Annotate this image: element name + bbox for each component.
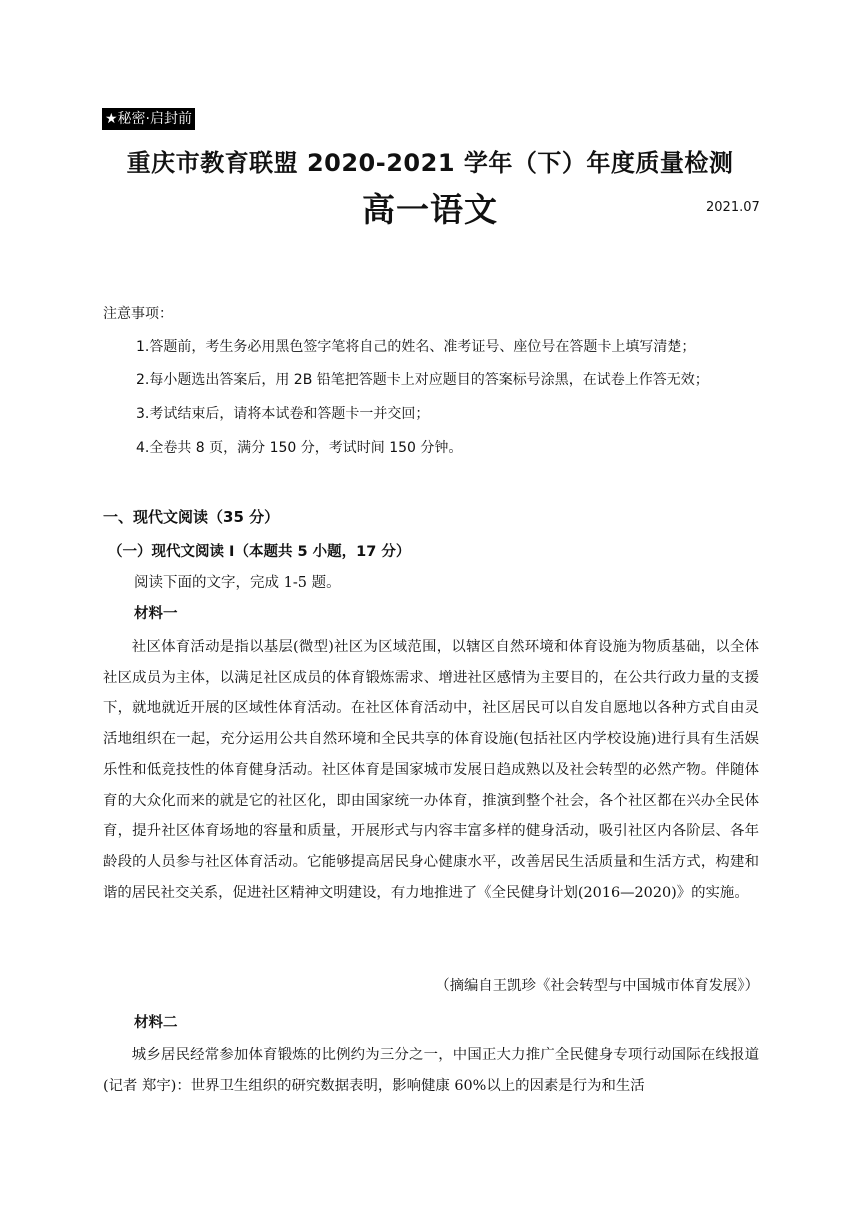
material-1-source: （摘编自王凯珍《社会转型与中国城市体育发展》） <box>435 978 759 994</box>
subject-title: 高一语文 <box>362 190 498 229</box>
notice-item-2: 2.每小题选出答案后，用 2B 铅笔把答题卡上对应题目的答案标号涂黑，在试卷上作答无效； <box>136 372 709 388</box>
subsection-heading: （一）现代文阅读 I（本题共 5 小题，17 分） <box>108 544 411 560</box>
material-2-text: 城乡居民经常参加体育锻炼的比例约为三分之一，中国正大力推广全民健身专项行动国际在线报道(记者 郑宇)：世界卫生组织的研究数据表明，影响健康 60%以上的因素是行为和生活 <box>103 1047 759 1094</box>
material-2-heading: 材料二 <box>134 1015 178 1031</box>
notice-item-3: 3.考试结束后，请将本试卷和答题卡一并交回； <box>136 406 430 422</box>
material-1-text: 社区体育活动是指以基层(微型)社区为区域范围，以辖区自然环境和体育设施为物质基础，以全体社区成员为主体，以满足社区成员的体育锻炼需求、增进社区感情为主要目的，在公共行政力量的支援下，就地就近开展的区域性体育活动。在社区体育活动中，社区居民可以自发自愿地以各种方式自由灵活地组织在一起，充分运用公共自然环境和全民共享的体育设施(包括社区内学校设施)进行具有生活娱乐性和低竞技性的体育健身活动。社区体育是国家城市发展日趋成熟以及社会转型的必然产物。伴随体育的大众化而来的就是它的社区化，即由国家统一办体育，推演到整个社会，各个社区都在兴办全民体育，提升社区体育场地的容量和质量，开展形式与内容丰富多样的健身活动，吸引社区内各阶层、各年龄段的人员参与社区体育活动。它能够提高居民身心健康水平，改善居民生活质量和生活方式，构建和谐的居民社交关系，促进社区精神文明建设，有力地推进了《全民健身计划(2016—2020)》的实施。 <box>103 639 759 901</box>
material-1-heading: 材料一 <box>134 606 178 622</box>
notice-item-4: 4.全卷共 8 页，满分 150 分，考试时间 150 分钟。 <box>136 440 463 456</box>
notice-heading: 注意事项： <box>103 306 173 322</box>
notice-item-1: 1.答题前，考生务必用黑色签字笔将自己的姓名、准考证号、座位号在答题卡上填写清楚； <box>136 339 696 355</box>
exam-date: 2021.07 <box>706 200 760 215</box>
section-heading: 一、现代文阅读（35 分） <box>103 508 280 526</box>
reading-instruction: 阅读下面的文字，完成 1-5 题。 <box>134 575 341 591</box>
confidential-label: ★秘密·启封前 <box>102 108 195 130</box>
exam-title: 重庆市教育联盟 2020-2021 学年（下）年度质量检测 <box>126 149 734 177</box>
